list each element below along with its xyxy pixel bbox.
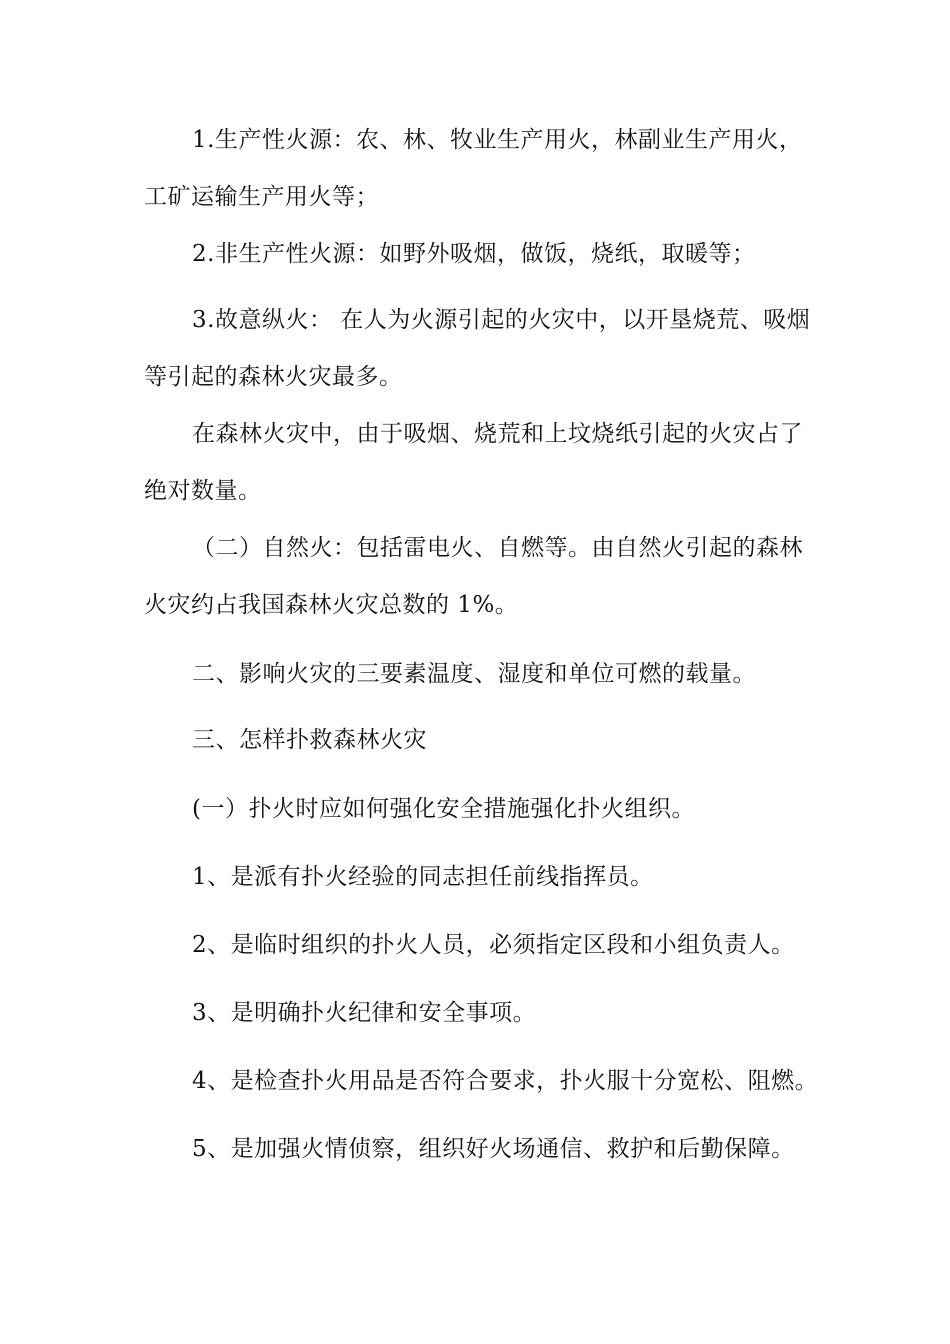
list-item-5: 5、是加强火情侦察，组织好火场通信、救护和后勤保障。 <box>192 1136 795 1162</box>
list-item-3: 3、是明确扑火纪律和安全事项。 <box>192 1000 537 1026</box>
paragraph-natural-fire: （二）自然火：包括雷电火、自燃等。由自然火引起的森林火灾约占我国森林火灾总数的 1%。 <box>144 535 803 618</box>
list-item-2: 2、是临时组织的扑火人员，必须指定区段和小组负责人。 <box>192 932 795 958</box>
section-heading-three-elements: 二、影响火灾的三要素温度、湿度和单位可燃的载量。 <box>192 661 756 687</box>
list-item-4: 4、是检查扑火用品是否符合要求，扑火服十分宽松、阻燃。 <box>192 1068 819 1094</box>
paragraph-forest-fire-causes: 在森林火灾中，由于吸烟、烧荒和上坟烧纸引起的火灾占了绝对数量。 <box>144 421 803 504</box>
paragraph-non-production-fire-source: 2.非生产性火源：如野外吸烟，做饭，烧纸，取暖等； <box>192 241 756 267</box>
paragraph-arson: 3.故意纵火： 在人为火源引起的火灾中，以开垦烧荒、吸烟等引起的森林火灾最多。 <box>144 307 811 390</box>
paragraph-production-fire-source: 1.生产性火源：农、林、牧业生产用火，林副业生产用火，工矿运输生产用火等； <box>144 127 803 210</box>
subsection-heading-safety-measures: (一）扑火时应如何强化安全措施强化扑火组织。 <box>192 796 695 822</box>
section-heading-how-to-fight: 三、怎样扑救森林火灾 <box>192 727 427 753</box>
list-item-1: 1、是派有扑火经验的同志担任前线指挥员。 <box>192 864 654 890</box>
